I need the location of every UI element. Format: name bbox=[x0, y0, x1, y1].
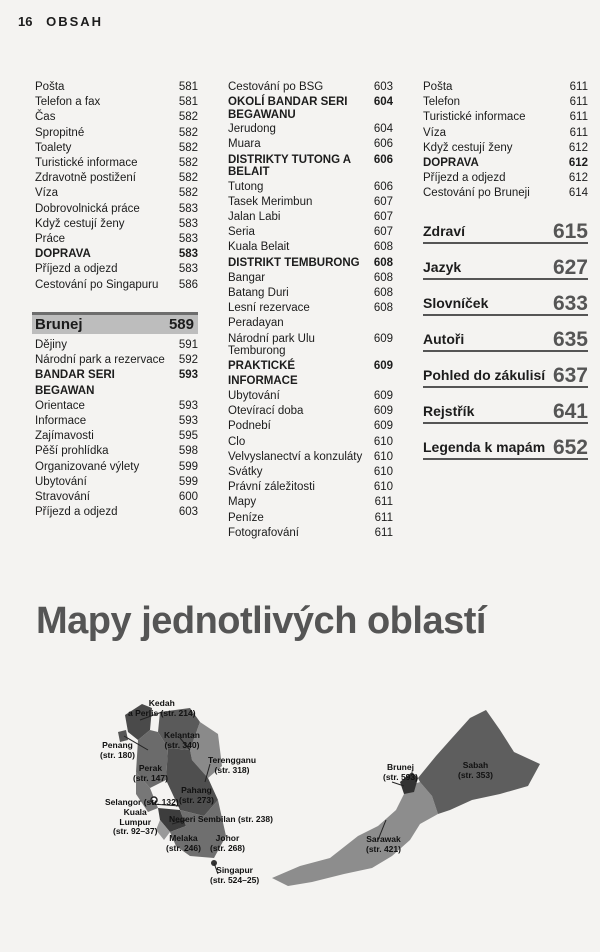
toc-entry[interactable] bbox=[228, 511, 393, 526]
toc-entry-label: Cestování po Singapuru bbox=[35, 278, 159, 291]
toc-entry-label: Kuala Belait bbox=[228, 241, 290, 254]
toc-entry-label: Zajímavosti bbox=[35, 430, 94, 443]
toc-entry[interactable] bbox=[228, 286, 393, 301]
toc-entry-page: 610 bbox=[373, 481, 393, 494]
toc-entry-page: 607 bbox=[373, 226, 393, 239]
toc-entry-label: DOPRAVA bbox=[35, 248, 91, 261]
toc-entry-page: 592 bbox=[178, 354, 198, 367]
toc-entry-label: Jalan Labi bbox=[228, 211, 281, 224]
toc-entry-label: Ubytování bbox=[228, 390, 280, 403]
toc-entry[interactable] bbox=[35, 490, 198, 505]
toc-entry-page: 611 bbox=[569, 126, 588, 139]
toc-entry-label: Zdravotně postižení bbox=[35, 172, 137, 185]
toc-column-2 bbox=[228, 80, 393, 541]
toc-entry[interactable] bbox=[228, 180, 393, 195]
map-label-pahang: Pahang (str. 273) bbox=[179, 785, 214, 805]
toc-entry[interactable] bbox=[228, 122, 393, 137]
toc-entry[interactable] bbox=[35, 217, 198, 232]
toc-entry[interactable] bbox=[35, 368, 198, 398]
toc-entry-label: Dějiny bbox=[35, 339, 67, 352]
toc-entry-page: 582 bbox=[178, 126, 198, 139]
toc-entry-label: Organizované výlety bbox=[35, 460, 140, 473]
chapter-page: 652 bbox=[552, 436, 588, 460]
toc-entry-page: 606 bbox=[373, 180, 393, 193]
toc-entry-page: 608 bbox=[373, 271, 393, 284]
map-label-kelantan: Kelantan (str. 340) bbox=[164, 730, 200, 750]
toc-entry-label: Orientace bbox=[35, 399, 85, 412]
toc-entry-label: Toalety bbox=[35, 141, 72, 154]
toc-entry-label: Národní park a rezervace bbox=[35, 354, 165, 367]
toc-entry-label: Pošta bbox=[423, 81, 453, 93]
toc-column-1 bbox=[35, 80, 198, 520]
toc-entry[interactable] bbox=[35, 505, 198, 520]
toc-entry[interactable] bbox=[35, 353, 198, 368]
toc-entry-label: Fotografování bbox=[228, 526, 299, 539]
toc-entry-label: PRAKTICKÉ INFORMACE bbox=[228, 359, 298, 387]
page-title: OBSAH bbox=[46, 14, 104, 29]
chapter-entry[interactable] bbox=[423, 244, 588, 280]
toc-entry[interactable] bbox=[35, 141, 198, 156]
toc-entry[interactable] bbox=[228, 240, 393, 255]
maps-heading: Mapy jednotlivých oblastí bbox=[36, 600, 486, 642]
chapter-page: 641 bbox=[552, 400, 588, 424]
toc-entry-page: 609 bbox=[373, 390, 393, 403]
chapter-entry[interactable] bbox=[423, 316, 588, 352]
toc-entry[interactable] bbox=[35, 399, 198, 414]
region-map bbox=[0, 660, 600, 900]
toc-entry-label: Tasek Merimbun bbox=[228, 195, 313, 208]
toc-entry-label: Svátky bbox=[228, 466, 263, 479]
toc-entry-label: Muara bbox=[228, 138, 261, 151]
toc-entry[interactable] bbox=[423, 186, 588, 201]
map-label-terengganu: Terengganu (str. 318) bbox=[208, 755, 257, 775]
toc-entry[interactable] bbox=[35, 262, 198, 277]
toc-entry-page: 611 bbox=[569, 81, 588, 93]
toc-entry-label: Spropitné bbox=[35, 126, 85, 139]
toc-entry-page: 607 bbox=[373, 195, 393, 208]
chapter-title: Slovníček bbox=[423, 295, 489, 312]
toc-entry-page: 606 bbox=[373, 153, 393, 166]
toc-entry-page: 591 bbox=[178, 339, 198, 352]
toc-entry[interactable] bbox=[35, 475, 198, 490]
map-label-negeri-sembilan: Negeri Sembilan (str. 238) bbox=[169, 814, 273, 824]
toc-entry[interactable] bbox=[35, 126, 198, 141]
toc-entry-page: 608 bbox=[373, 241, 393, 254]
toc-entry-page: 604 bbox=[373, 96, 393, 109]
toc-entry-label: Telefon bbox=[423, 96, 461, 109]
toc-entry-page: 603 bbox=[178, 506, 198, 519]
toc-entry-label: Seria bbox=[228, 226, 255, 239]
toc-entry-label: Příjezd a odjezd bbox=[35, 506, 118, 519]
toc-entry-label: Příjezd a odjezd bbox=[423, 172, 506, 185]
toc-entry[interactable] bbox=[228, 80, 393, 95]
chapter-title: Legenda k mapám bbox=[423, 439, 546, 456]
toc-entry-page: 593 bbox=[178, 369, 198, 382]
toc-entry-page: 593 bbox=[178, 399, 198, 412]
toc-entry[interactable] bbox=[35, 429, 198, 444]
chapter-page: 637 bbox=[552, 364, 588, 388]
toc-entry-page: 604 bbox=[373, 123, 393, 136]
toc-entry[interactable] bbox=[228, 332, 393, 359]
toc-entry[interactable] bbox=[228, 137, 393, 152]
toc-entry-label: Když cestují ženy bbox=[423, 141, 513, 154]
toc-entry[interactable] bbox=[35, 444, 198, 459]
toc-entry[interactable] bbox=[423, 95, 588, 110]
toc-entry-page: 586 bbox=[178, 278, 198, 291]
toc-entry-page: 583 bbox=[178, 217, 198, 230]
toc-entry[interactable] bbox=[35, 460, 198, 475]
chapter-title: Zdraví bbox=[423, 223, 466, 240]
chapter-page: 635 bbox=[552, 328, 588, 352]
toc-entry-label: Jerudong bbox=[228, 123, 276, 136]
toc-entry[interactable] bbox=[423, 126, 588, 141]
toc-entry-page: 608 bbox=[373, 256, 393, 269]
toc-entry-label: Stravování bbox=[35, 491, 90, 504]
toc-entry-label: Podnebí bbox=[228, 420, 271, 433]
toc-entry[interactable] bbox=[35, 95, 198, 110]
toc-entry-page: 595 bbox=[178, 430, 198, 443]
toc-entry-label: Čas bbox=[35, 111, 56, 124]
toc-entry-label: Clo bbox=[228, 435, 246, 448]
toc-entry-label: Dobrovolnická práce bbox=[35, 202, 140, 215]
chapter-title: Autoři bbox=[423, 331, 465, 348]
toc-entry[interactable] bbox=[228, 271, 393, 286]
toc-entry-label: Cestování po BSG bbox=[228, 81, 324, 93]
toc-entry[interactable] bbox=[228, 210, 393, 225]
map-label-sarawak: Sarawak (str. 421) bbox=[366, 834, 401, 854]
toc-entry-page: 611 bbox=[569, 111, 588, 124]
toc-entry-label: Bangar bbox=[228, 271, 266, 284]
toc-entry-page: 581 bbox=[178, 81, 198, 93]
toc-entry[interactable] bbox=[228, 465, 393, 480]
toc-entry[interactable] bbox=[228, 195, 393, 210]
toc-entry[interactable] bbox=[228, 450, 393, 465]
toc-entry[interactable] bbox=[228, 301, 393, 331]
toc-entry[interactable] bbox=[228, 225, 393, 240]
toc-entry-page: 583 bbox=[178, 202, 198, 215]
toc-entry[interactable] bbox=[35, 110, 198, 125]
toc-entry[interactable] bbox=[228, 404, 393, 419]
toc-entry-page: 599 bbox=[178, 475, 198, 488]
toc-entry-page: 582 bbox=[178, 111, 198, 124]
toc-entry[interactable] bbox=[35, 414, 198, 429]
toc-entry[interactable] bbox=[35, 171, 198, 186]
toc-entry-label: DISTRIKT TEMBURONG bbox=[228, 256, 360, 269]
toc-entry-page: 582 bbox=[178, 187, 198, 200]
toc-entry-label: Velvyslanectví a konzuláty bbox=[228, 450, 363, 463]
toc-entry[interactable] bbox=[228, 435, 393, 450]
toc-entry-page: 607 bbox=[373, 211, 393, 224]
toc-entry-label: Mapy bbox=[228, 496, 257, 509]
chapter-entry[interactable] bbox=[423, 388, 588, 424]
toc-entry-page: 582 bbox=[178, 141, 198, 154]
toc-entry[interactable] bbox=[423, 171, 588, 186]
chapter-page: 627 bbox=[552, 256, 588, 280]
toc-entry[interactable] bbox=[228, 256, 393, 271]
toc-entry[interactable] bbox=[423, 110, 588, 125]
toc-entry-label: BANDAR SERI BEGAWAN bbox=[35, 369, 115, 397]
toc-entry-label: Pošta bbox=[35, 81, 65, 93]
toc-entry-label: Příjezd a odjezd bbox=[35, 263, 118, 276]
toc-entry-label: Telefon a fax bbox=[35, 96, 101, 109]
toc-entry-page: 608 bbox=[373, 287, 393, 300]
toc-entry[interactable] bbox=[423, 80, 588, 95]
chapter-title: Rejstřík bbox=[423, 403, 475, 420]
toc-entry-label: Informace bbox=[35, 415, 87, 428]
toc-entry-page: 610 bbox=[373, 435, 393, 448]
toc-entry-label: OKOLÍ BANDAR SERI BEGAWANU bbox=[228, 96, 348, 121]
toc-entry-label: DOPRAVA bbox=[423, 157, 479, 170]
chapter-page: 589 bbox=[168, 315, 194, 333]
map-label-selangor: Selangor (str. 132) bbox=[105, 797, 179, 807]
map-label-perak: Perak (str. 147) bbox=[133, 763, 168, 783]
toc-entry[interactable] bbox=[35, 278, 198, 293]
toc-entry-page: 583 bbox=[178, 263, 198, 276]
toc-entry[interactable] bbox=[35, 247, 198, 262]
toc-entry-page: 582 bbox=[178, 172, 198, 185]
toc-entry-label: Lesní rezervace Peradayan bbox=[228, 302, 310, 330]
toc-entry-label: Právní záležitosti bbox=[228, 481, 315, 494]
toc-entry-label: Tutong bbox=[228, 180, 264, 193]
toc-entry-page: 611 bbox=[374, 526, 393, 539]
toc-entry-page: 614 bbox=[568, 187, 588, 200]
toc-entry-page: 611 bbox=[569, 96, 588, 109]
toc-entry-page: 600 bbox=[178, 491, 198, 504]
map-label-kuala-lumpur: Kuala Lumpur (str. 92–37) bbox=[113, 807, 158, 836]
chapter-entry[interactable] bbox=[423, 352, 588, 388]
toc-entry-page: 606 bbox=[373, 138, 393, 151]
toc-entry-page: 582 bbox=[178, 157, 198, 170]
map-label-singapur: Singapur (str. 524–25) bbox=[210, 865, 260, 885]
map-label-brunej: Brunej (str. 593) bbox=[383, 762, 418, 782]
map-label-kedah: Kedah a Perlis (str. 214) bbox=[128, 698, 196, 718]
chapter-page: 615 bbox=[552, 220, 588, 244]
toc-entry[interactable] bbox=[35, 338, 198, 353]
toc-entry-page: 583 bbox=[178, 233, 198, 246]
toc-entry-label: Cestování po Bruneji bbox=[423, 187, 530, 200]
toc-entry[interactable] bbox=[35, 232, 198, 247]
toc-entry[interactable] bbox=[35, 80, 198, 95]
toc-entry-page: 609 bbox=[373, 359, 393, 372]
toc-entry-label: Peníze bbox=[228, 511, 264, 524]
toc-entry-label: DISTRIKTY TUTONG A BELAIT bbox=[228, 153, 351, 179]
toc-entry-page: 611 bbox=[374, 496, 393, 509]
toc-entry-label: Víza bbox=[35, 187, 59, 200]
toc-entry[interactable] bbox=[228, 389, 393, 404]
toc-column-3 bbox=[423, 80, 588, 460]
map-label-melaka: Melaka (str. 246) bbox=[166, 833, 201, 853]
toc-entry-label: Národní park Ulu Temburong bbox=[228, 332, 315, 358]
chapter-entry[interactable] bbox=[423, 208, 588, 244]
toc-entry-label: Když cestují ženy bbox=[35, 217, 125, 230]
toc-entry[interactable] bbox=[35, 186, 198, 201]
map-label-johor: Johor (str. 268) bbox=[210, 833, 245, 853]
toc-entry-page: 610 bbox=[373, 450, 393, 463]
page-header bbox=[18, 14, 103, 29]
chapter-entry[interactable] bbox=[423, 280, 588, 316]
chapter-title: Pohled do zákulisí bbox=[423, 367, 546, 384]
toc-entry-label: Víza bbox=[423, 126, 447, 139]
toc-entry-page: 608 bbox=[373, 302, 393, 315]
toc-entry-page: 612 bbox=[568, 172, 588, 185]
toc-entry-page: 599 bbox=[178, 460, 198, 473]
toc-entry-page: 609 bbox=[373, 420, 393, 433]
map-label-penang: Penang (str. 180) bbox=[100, 740, 135, 760]
toc-entry[interactable] bbox=[228, 495, 393, 510]
toc-entry[interactable] bbox=[228, 95, 393, 122]
map-sarawak bbox=[272, 782, 438, 886]
toc-entry[interactable] bbox=[423, 156, 588, 171]
chapter-title: Brunej bbox=[35, 315, 83, 333]
toc-entry-page: 581 bbox=[178, 96, 198, 109]
toc-entry[interactable] bbox=[228, 526, 393, 541]
page-number: 16 bbox=[18, 14, 33, 29]
toc-entry-page: 593 bbox=[178, 415, 198, 428]
toc-entry[interactable] bbox=[228, 480, 393, 495]
toc-entry[interactable] bbox=[228, 419, 393, 434]
toc-entry-label: Práce bbox=[35, 233, 66, 246]
toc-entry-page: 603 bbox=[373, 81, 393, 93]
toc-entry[interactable] bbox=[35, 202, 198, 217]
toc-entry-label: Pěší prohlídka bbox=[35, 445, 109, 458]
chapter-brunej[interactable] bbox=[32, 312, 198, 334]
toc-entry-page: 611 bbox=[374, 511, 393, 524]
toc-entry-page: 610 bbox=[373, 466, 393, 479]
toc-entry-label: Turistické informace bbox=[35, 157, 138, 170]
toc-entry-label: Turistické informace bbox=[423, 111, 526, 124]
toc-entry[interactable] bbox=[35, 156, 198, 171]
chapter-page: 633 bbox=[552, 292, 588, 316]
toc-entry-page: 598 bbox=[178, 445, 198, 458]
toc-entry-page: 609 bbox=[373, 332, 393, 345]
toc-entry[interactable] bbox=[423, 141, 588, 156]
toc-entry[interactable] bbox=[228, 359, 393, 389]
toc-entry-page: 609 bbox=[373, 405, 393, 418]
toc-entry-page: 583 bbox=[178, 248, 198, 261]
toc-entry-page: 612 bbox=[568, 141, 588, 154]
toc-entry-label: Ubytování bbox=[35, 475, 87, 488]
toc-entry[interactable] bbox=[228, 153, 393, 180]
map-label-sabah: Sabah (str. 353) bbox=[458, 760, 493, 780]
chapter-title: Jazyk bbox=[423, 259, 462, 276]
toc-entry-label: Batang Duri bbox=[228, 287, 289, 300]
toc-entry-page: 612 bbox=[568, 157, 588, 170]
chapter-entry[interactable] bbox=[423, 424, 588, 460]
toc-entry-label: Otevírací doba bbox=[228, 405, 304, 418]
